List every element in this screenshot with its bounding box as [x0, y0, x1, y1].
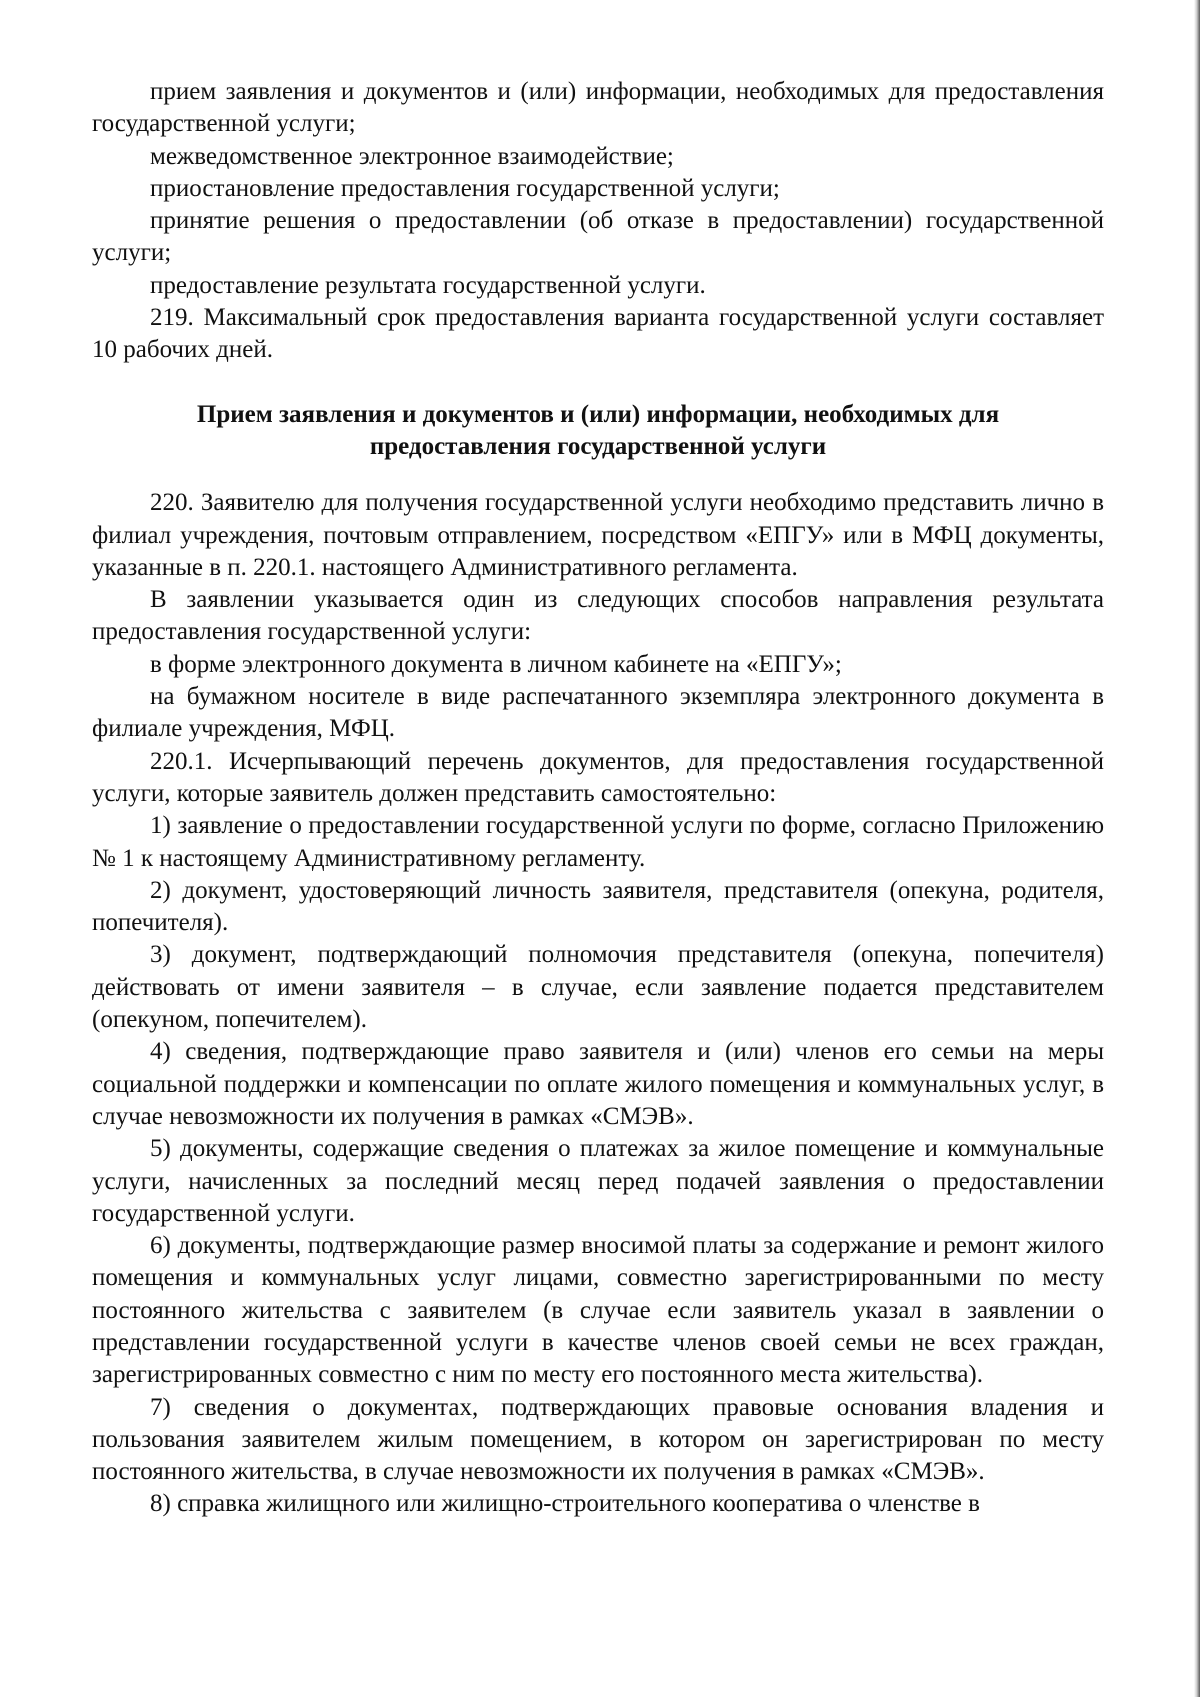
document-text [92, 76, 1104, 1521]
paragraph-220: 220. Заявителю для получения государственной услуги необходимо представить лично в филиал учреждения, почтовым отправлением, посредством «ЕПГУ» или в МФЦ документы, указанные в п. 220.1. настоящего Административного регламента. [92, 489, 1104, 581]
paragraph-result-methods: В заявлении указывается один из следующих способов направления результата предоставления государственной услуги: [92, 586, 1104, 646]
list-item-6: 6) документы, подтверждающие размер вносимой платы за содержание и ремонт жилого помещения и коммунальных услуг лицами, совместно зарегистрированными по месту постоянного жительства с заявителем (в случае если заявитель указал в заявлении о представлении государственной услуги в качестве членов своей семьи не всех граждан, зарегистрированных совместно с ним по месту его постоянного места жительства). [92, 1232, 1104, 1389]
list-item-8: 8) справка жилищного или жилищно-строительного кооператива о членстве в [150, 1490, 980, 1518]
section-heading [92, 399, 1104, 464]
list-item-1: 1) заявление о предоставлении государственной услуги по форме, согласно Приложению № 1 к настоящему Административному регламенту. [92, 812, 1104, 872]
paragraph-219: 219. Максимальный срок предоставления варианта государственной услуги составляет 10 рабочих дней. [92, 304, 1104, 364]
section-heading-line-2: предоставления государственной услуги [369, 432, 827, 460]
list-item-5: 5) документы, содержащие сведения о платежах за жилое помещение и коммунальные услуги, начисленных за последний месяц перед подачей заявления о предоставлении государственной услуги. [92, 1135, 1104, 1227]
paragraph-electronic-form: в форме электронного документа в личном кабинете на «ЕПГУ»; [150, 650, 842, 678]
list-item-7: 7) сведения о документах, подтверждающих правовые основания владения и пользования заявителем жилым помещением, в котором он зарегистрирован по месту постоянного жительства, в случае невозможности их получения в рамках «СМЭВ». [92, 1393, 1104, 1486]
paragraph-intro-4: принятие решения о предоставлении (об отказе в предоставлении) государственной услуги; [92, 207, 1104, 267]
paragraph-intro-5: предоставление результата государственной услуги. [150, 271, 706, 299]
scan-edge-shadow [1194, 0, 1200, 1697]
list-item-3: 3) документ, подтверждающий полномочия представителя (опекуна, попечителя) действовать от имени заявителя – в случае, если заявление подается представителем (опекуном, попечителем). [92, 941, 1104, 1034]
list-item-2: 2) документ, удостоверяющий личность заявителя, представителя (опекуна, родителя, попечителя). [92, 876, 1104, 937]
section-heading-line-1: Прием заявления и документов и (или) информации, необходимых для [196, 400, 1000, 428]
list-item-4: 4) сведения, подтверждающие право заявителя и (или) членов его семьи на меры социальной поддержки и компенсации по оплате жилого помещения и коммунальных услуг, в случае невозможности их получения в рамках «СМЭВ». [92, 1038, 1104, 1130]
paragraph-intro-1: прием заявления и документов и (или) информации, необходимых для предоставления государственной услуги; [92, 78, 1104, 138]
paragraph-intro-2: межведомственное электронное взаимодействие; [150, 142, 674, 170]
paragraph-220-1: 220.1. Исчерпывающий перечень документов, для предоставления государственной услуги, которые заявитель должен представить самостоятельно: [92, 747, 1104, 807]
paragraph-paper-form: на бумажном носителе в виде распечатанного экземпляра электронного документа в филиале учреждения, МФЦ. [92, 683, 1104, 743]
paragraph-intro-3: приостановление предоставления государственной услуги; [150, 174, 780, 202]
